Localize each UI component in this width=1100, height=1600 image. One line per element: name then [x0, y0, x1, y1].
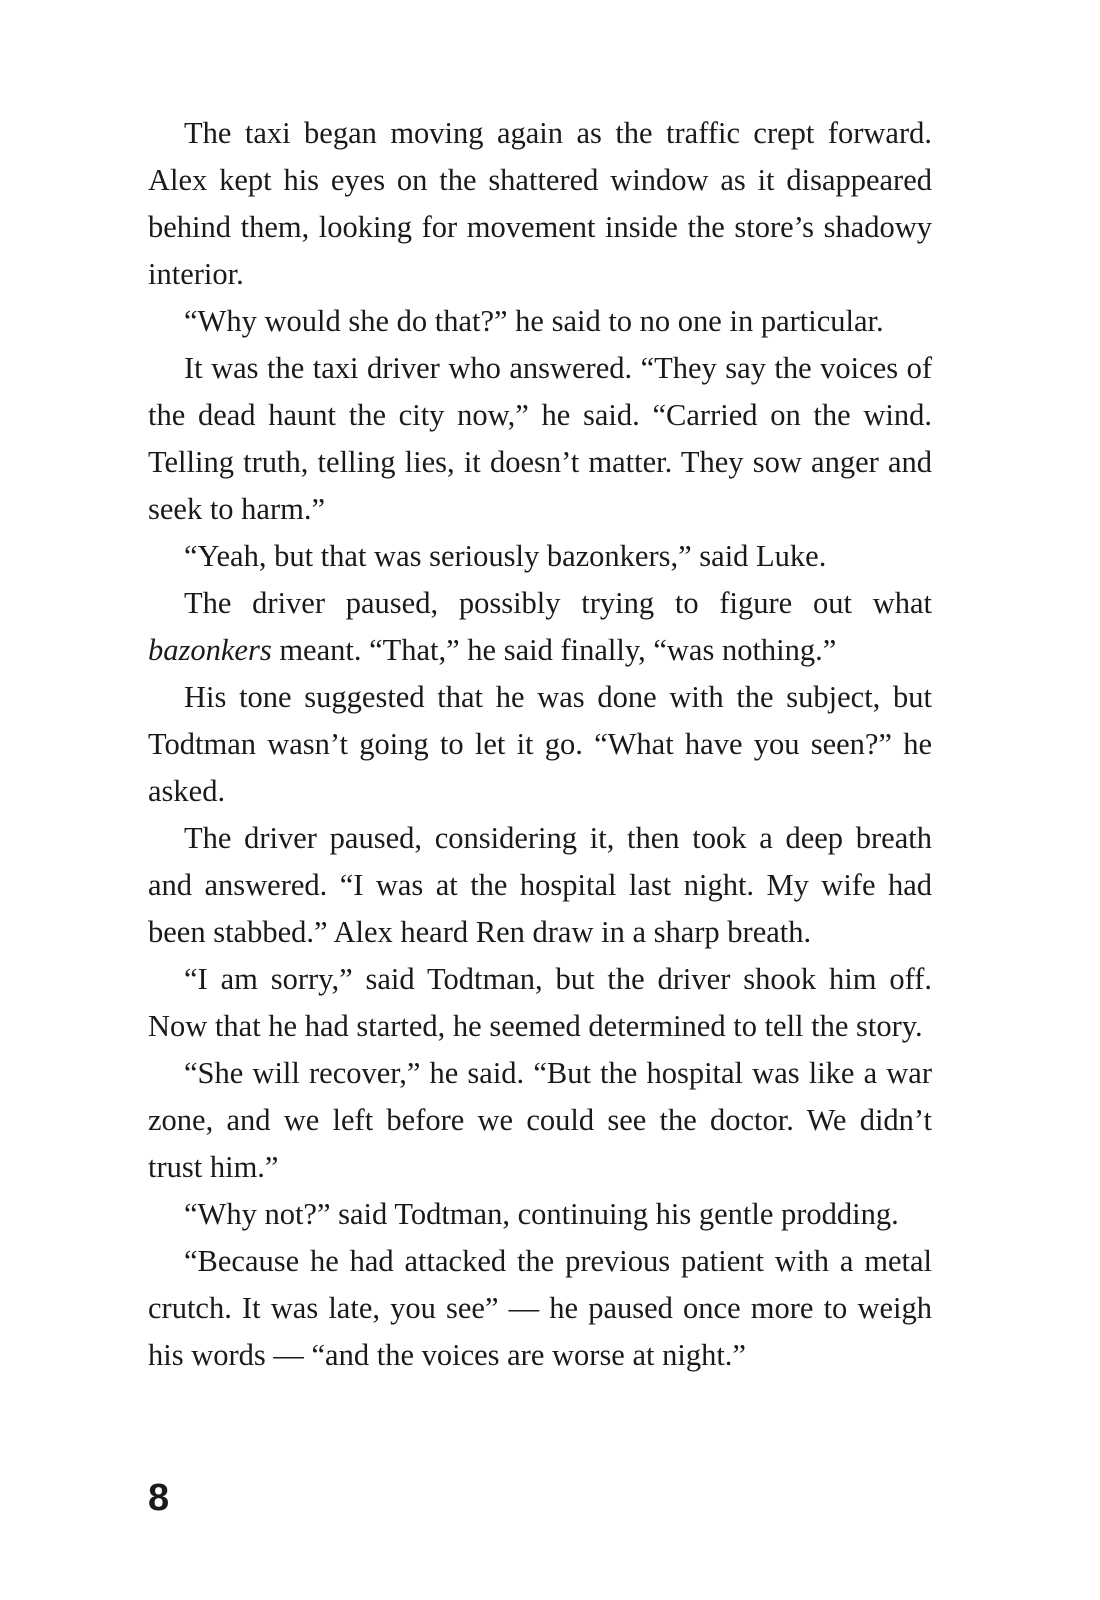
- paragraph-text: The driver paused, considering it, then took a deep breath and answered. “I was at the hospital last night. My wife had been stabbed.” Alex heard Ren draw in a sharp breath.: [148, 821, 932, 949]
- body-text: [148, 110, 932, 1379]
- paragraph: [148, 674, 932, 815]
- paragraph-text: His tone suggested that he was done with the subject, but Todtman wasn’t going to let it go. “What have you seen?” he asked.: [148, 680, 932, 808]
- paragraph-text: “Why would she do that?” he said to no one in particular.: [184, 304, 884, 338]
- paragraph-text: “Because he had attacked the previous patient with a metal crutch. It was late, you see” — he paused once more to weigh his words — “and the voices are worse at night.”: [148, 1244, 932, 1372]
- paragraph: [148, 345, 932, 533]
- paragraph: [148, 956, 932, 1050]
- paragraph: [148, 298, 932, 345]
- paragraph-text: It was the taxi driver who answered. “They say the voices of the dead haunt the city now,” he said. “Carried on the wind. Telling truth, telling lies, it doesn’t matter. They sow anger and seek to harm.”: [148, 351, 932, 526]
- paragraph-text: The taxi began moving again as the traffic crept forward. Alex kept his eyes on the shattered window as it disappeared behind them, looking for movement inside the store’s shadowy interior.: [148, 116, 932, 291]
- paragraph: [148, 580, 932, 674]
- paragraph-text: “She will recover,” he said. “But the hospital was like a war zone, and we left before we could see the doctor. We didn’t trust him.”: [148, 1056, 932, 1184]
- paragraph: [148, 1050, 932, 1191]
- page-number: 8: [148, 1477, 170, 1519]
- paragraph-text: meant. “That,” he said finally, “was nothing.”: [271, 633, 837, 667]
- paragraph: [148, 110, 932, 298]
- paragraph-text: The driver paused, possibly trying to figure out what: [184, 586, 932, 620]
- italic-word: bazonkers: [148, 633, 272, 667]
- paragraph: [148, 1238, 932, 1379]
- paragraph-text: “I am sorry,” said Todtman, but the driver shook him off. Now that he had started, he seemed determined to tell the story.: [148, 962, 932, 1043]
- paragraph-text: “Why not?” said Todtman, continuing his gentle prodding.: [184, 1197, 899, 1231]
- paragraph: [148, 815, 932, 956]
- paragraph-text: “Yeah, but that was seriously bazonkers,” said Luke.: [184, 539, 827, 573]
- paragraph: [148, 1191, 932, 1238]
- paragraph: [148, 533, 932, 580]
